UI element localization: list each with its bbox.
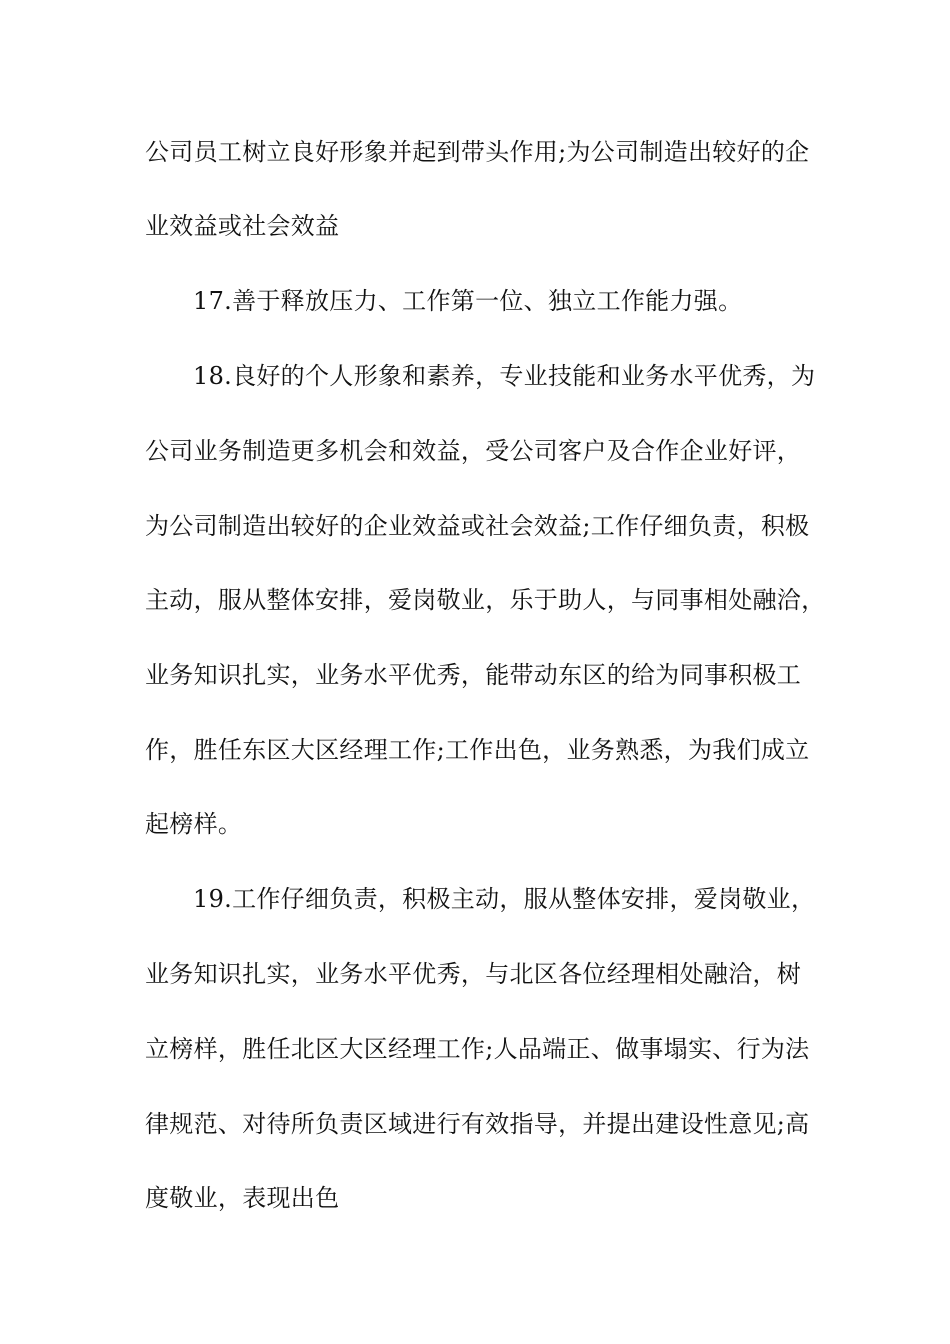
text-line: 主动，服从整体安排，爱岗敬业，乐于助人，与同事相处融洽，: [145, 586, 826, 614]
text-line: 17.善于释放压力、工作第一位、独立工作能力强。: [193, 287, 743, 315]
text-line: 业务知识扎实，业务水平优秀，能带动东区的给为同事积极工: [145, 661, 802, 689]
text-line: 公司业务制造更多机会和效益，受公司客户及合作企业好评，: [145, 437, 802, 465]
text-line: 度敬业，表现出色: [145, 1184, 340, 1212]
text-line: 公司员工树立良好形象并起到带头作用;为公司制造出较好的企: [145, 138, 810, 166]
text-line: 业效益或社会效益: [145, 212, 340, 240]
text-line: 立榜样，胜任北区大区经理工作;人品端正、做事塌实、行为法: [145, 1035, 810, 1063]
text-line: 18.良好的个人形象和素养，专业技能和业务水平优秀，为: [193, 362, 816, 390]
text-line: 作，胜任东区大区经理工作;工作出色，业务熟悉，为我们成立: [145, 736, 810, 764]
text-line: 业务知识扎实，业务水平优秀，与北区各位经理相处融洽，树: [145, 960, 802, 988]
text-line: 为公司制造出较好的企业效益或社会效益;工作仔细负责，积极: [145, 512, 810, 540]
text-line: 19.工作仔细负责，积极主动，服从整体安排，爱岗敬业，: [193, 885, 816, 913]
text-line: 律规范、对待所负责区域进行有效指导，并提出建设性意见;高: [145, 1110, 810, 1138]
text-line: 起榜样。: [145, 810, 243, 838]
